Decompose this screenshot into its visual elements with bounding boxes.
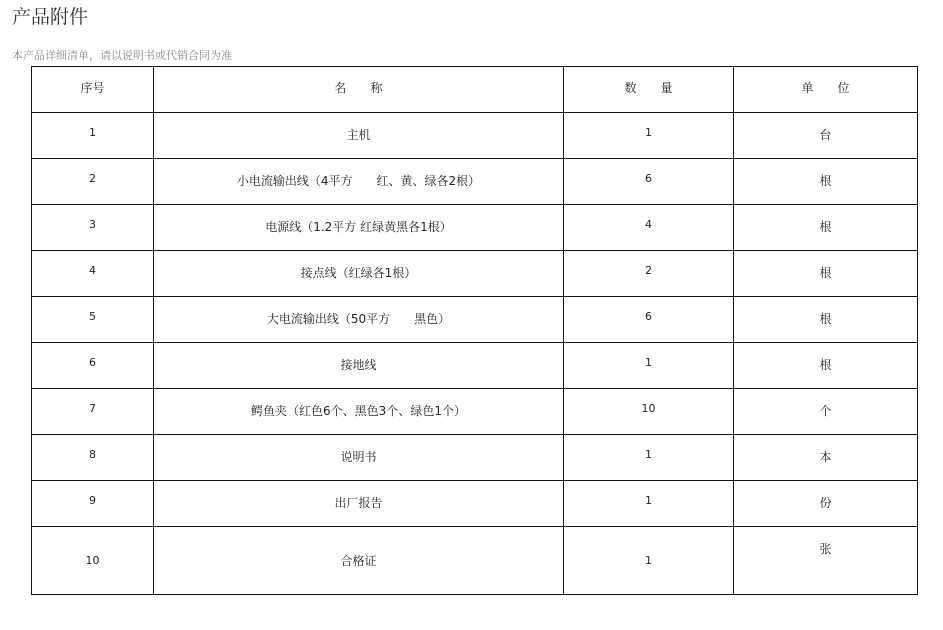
row-unit: 根 (734, 343, 918, 389)
row-quantity: 1 (564, 343, 734, 389)
row-name: 大电流输出线（50平方 黑色） (154, 297, 564, 343)
table-row (32, 159, 918, 205)
header-unit: 单 位 (734, 67, 918, 113)
table-row (32, 113, 918, 159)
table-row (32, 481, 918, 527)
row-name: 小电流输出线（4平方 红、黄、绿各2根） (154, 159, 564, 205)
row-unit: 个 (734, 389, 918, 435)
row-index: 10 (32, 527, 154, 595)
row-unit: 张 (734, 527, 918, 595)
row-index: 1 (32, 113, 154, 159)
row-quantity: 1 (564, 113, 734, 159)
row-index: 9 (32, 481, 154, 527)
row-name: 接地线 (154, 343, 564, 389)
row-name: 接点线（红绿各1根） (154, 251, 564, 297)
row-index: 7 (32, 389, 154, 435)
row-unit: 份 (734, 481, 918, 527)
row-unit: 本 (734, 435, 918, 481)
table-row (32, 205, 918, 251)
page-subtitle: 本产品详细清单，请以说明书或代销合同为准 (12, 49, 232, 62)
row-quantity: 10 (564, 389, 734, 435)
row-unit: 根 (734, 159, 918, 205)
row-index: 3 (32, 205, 154, 251)
row-unit: 根 (734, 297, 918, 343)
row-unit: 台 (734, 113, 918, 159)
row-quantity: 2 (564, 251, 734, 297)
row-unit: 根 (734, 205, 918, 251)
accessories-table (31, 66, 918, 595)
row-quantity: 1 (564, 435, 734, 481)
row-name: 鳄鱼夹（红色6个、黑色3个、绿色1个） (154, 389, 564, 435)
table-header-row (32, 67, 918, 113)
header-index: 序号 (32, 67, 154, 113)
row-name: 说明书 (154, 435, 564, 481)
row-name: 主机 (154, 113, 564, 159)
table-row (32, 389, 918, 435)
row-name: 合格证 (154, 527, 564, 595)
row-unit: 根 (734, 251, 918, 297)
table-row (32, 251, 918, 297)
row-quantity: 6 (564, 159, 734, 205)
table-row (32, 527, 918, 595)
header-quantity: 数 量 (564, 67, 734, 113)
header-name: 名 称 (154, 67, 564, 113)
row-quantity: 4 (564, 205, 734, 251)
row-quantity: 1 (564, 481, 734, 527)
row-index: 8 (32, 435, 154, 481)
row-name: 出厂报告 (154, 481, 564, 527)
row-index: 4 (32, 251, 154, 297)
row-quantity: 6 (564, 297, 734, 343)
table-row (32, 297, 918, 343)
page-title: 产品附件 (12, 6, 89, 28)
row-index: 2 (32, 159, 154, 205)
row-quantity: 1 (564, 527, 734, 595)
row-index: 6 (32, 343, 154, 389)
row-name: 电源线（1.2平方 红绿黄黑各1根） (154, 205, 564, 251)
table-row (32, 435, 918, 481)
table-row (32, 343, 918, 389)
row-index: 5 (32, 297, 154, 343)
